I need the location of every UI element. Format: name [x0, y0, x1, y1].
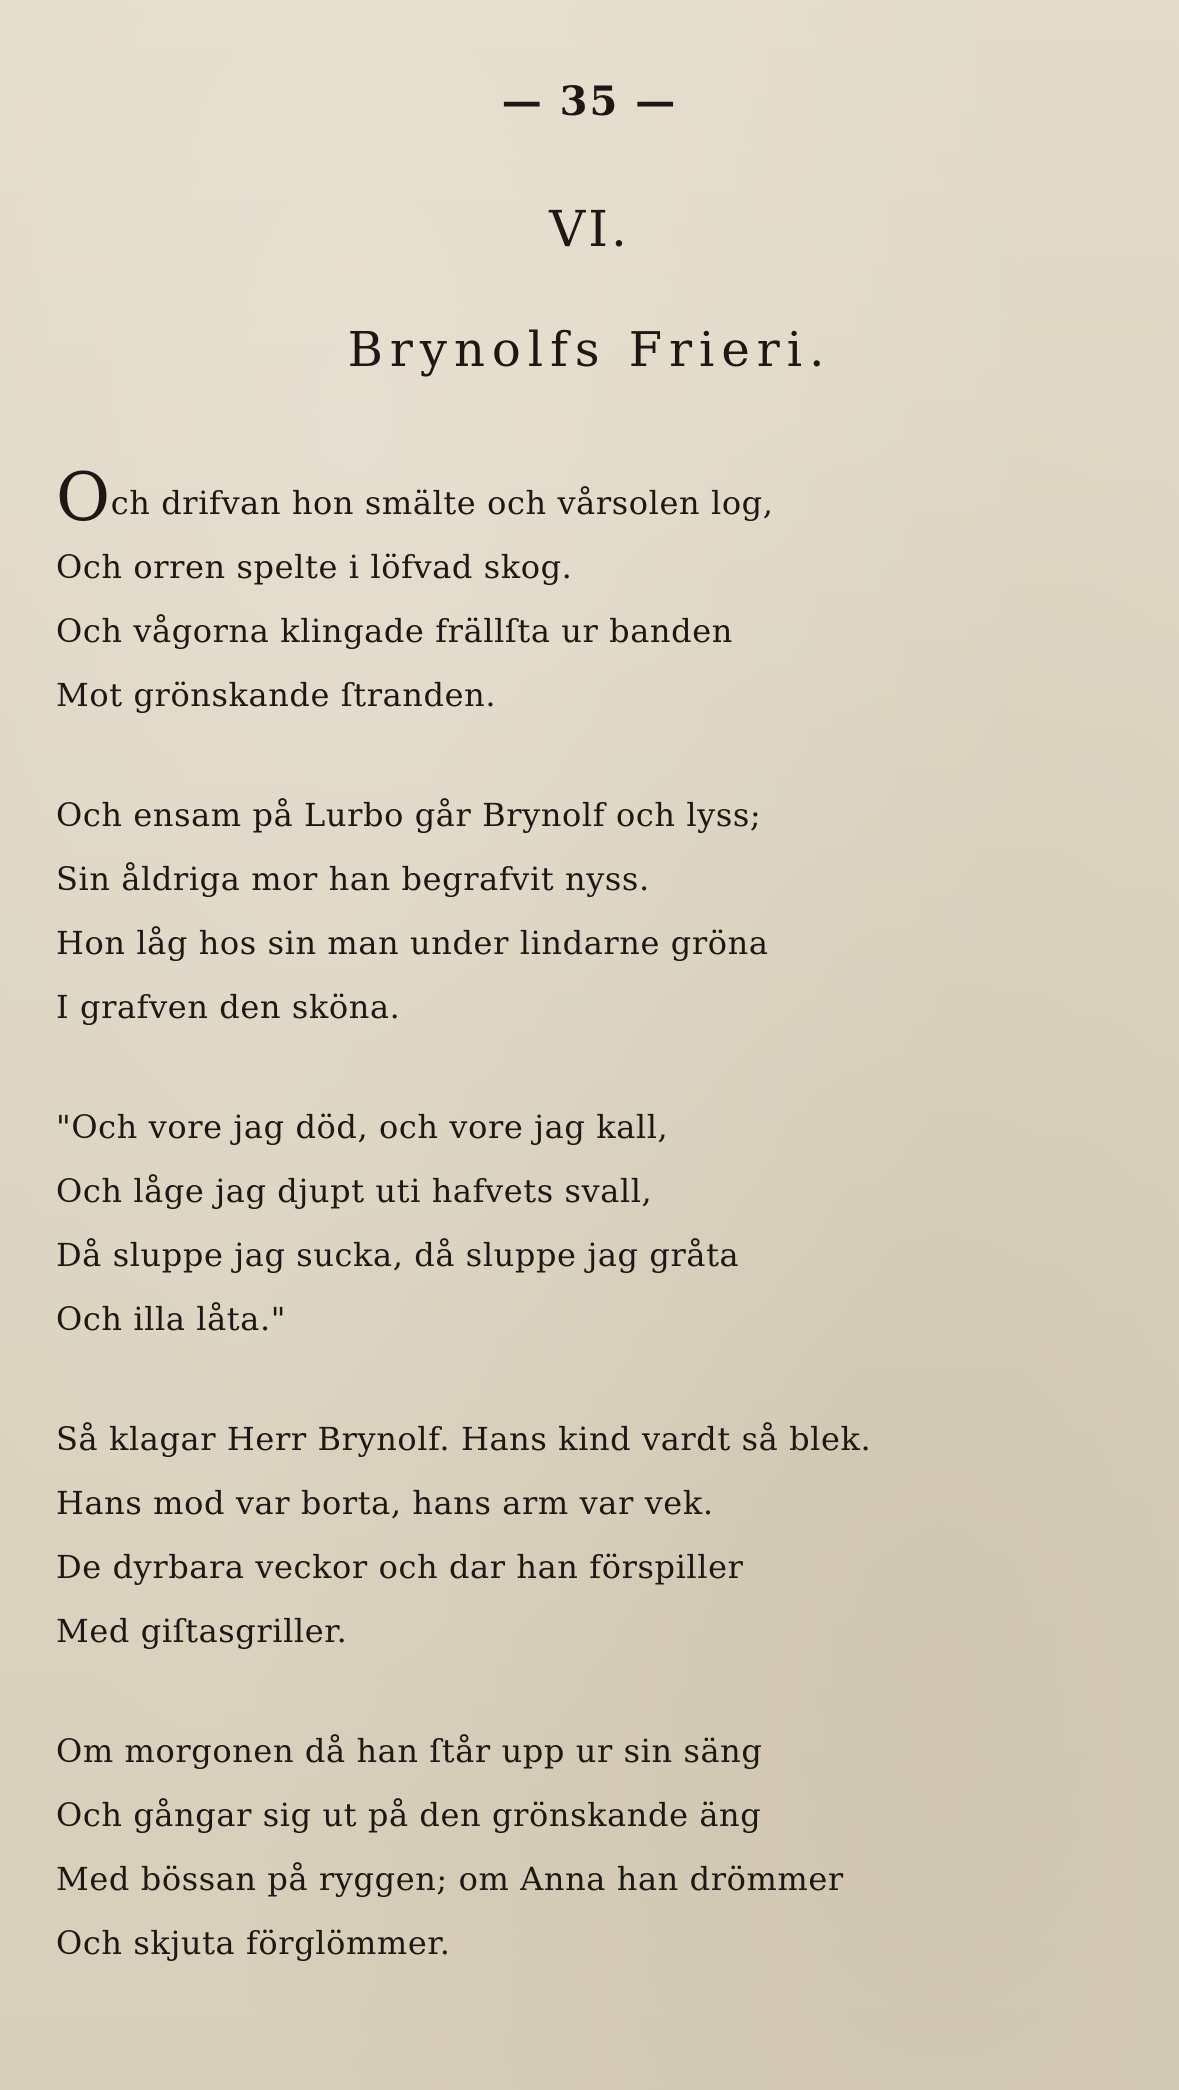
poem-line-1-3: Och vågorna klingade frällſta ur banden [56, 612, 733, 650]
poem-line-3-1: "Och vore jag död, och vore jag kall, [56, 1108, 669, 1146]
poem-line-4-2: Hans mod var borta, hans arm var vek. [56, 1484, 714, 1522]
stanza-5 [56, 1719, 1136, 1975]
stanza-4 [56, 1407, 1136, 1663]
poem-line-2-1: Och ensam på Lurbo går Brynolf och lyss; [56, 796, 762, 834]
poem-line-4-4: Med giſtasgriller. [56, 1612, 348, 1650]
drop-cap: O [56, 459, 111, 536]
poem-line-3-4: Och illa låta." [56, 1300, 287, 1338]
poem-line-1-2: Och orren spelte i löfvad skog. [56, 548, 573, 586]
poem-line-2-2: Sin åldriga mor han begrafvit nyss. [56, 860, 650, 898]
poem [56, 459, 1136, 2031]
poem-line-3-2: Och låge jag djupt uti hafvets svall, [56, 1172, 653, 1210]
poem-line-3-3: Då sluppe jag sucka, då sluppe jag gråta [56, 1236, 740, 1274]
page-number: — 35 — [501, 78, 678, 125]
poem-line-1-4: Mot grönskande ſtranden. [56, 676, 497, 714]
stanza-2 [56, 783, 1136, 1039]
poem-line-text: ch drifvan hon smälte och vårsolen log, [110, 484, 774, 522]
chapter-number: VI. [549, 200, 630, 258]
stanza-3 [56, 1095, 1136, 1351]
poem-line-5-2: Och gångar sig ut på den grönskande äng [56, 1796, 762, 1834]
poem-line-4-3: De dyrbara veckor och dar han förspiller [56, 1548, 744, 1586]
poem-line-4-1: Så klagar Herr Brynolf. Hans kind vardt så blek. [56, 1420, 872, 1458]
poem-line-5-3: Med bössan på ryggen; om Anna han drömmer [56, 1860, 844, 1898]
poem-line-2-4: I grafven den sköna. [56, 988, 401, 1026]
poem-line-5-4: Och skjuta förglömmer. [56, 1924, 451, 1962]
poem-line-2-3: Hon låg hos sin man under lindarne gröna [56, 924, 769, 962]
poem-line-1-1 [56, 459, 1136, 536]
poem-line-5-1: Om morgonen då han ſtår upp ur sin säng [56, 1732, 763, 1770]
chapter-title: Brynolfs Frieri. [347, 322, 832, 378]
stanza-1 [56, 459, 1136, 727]
